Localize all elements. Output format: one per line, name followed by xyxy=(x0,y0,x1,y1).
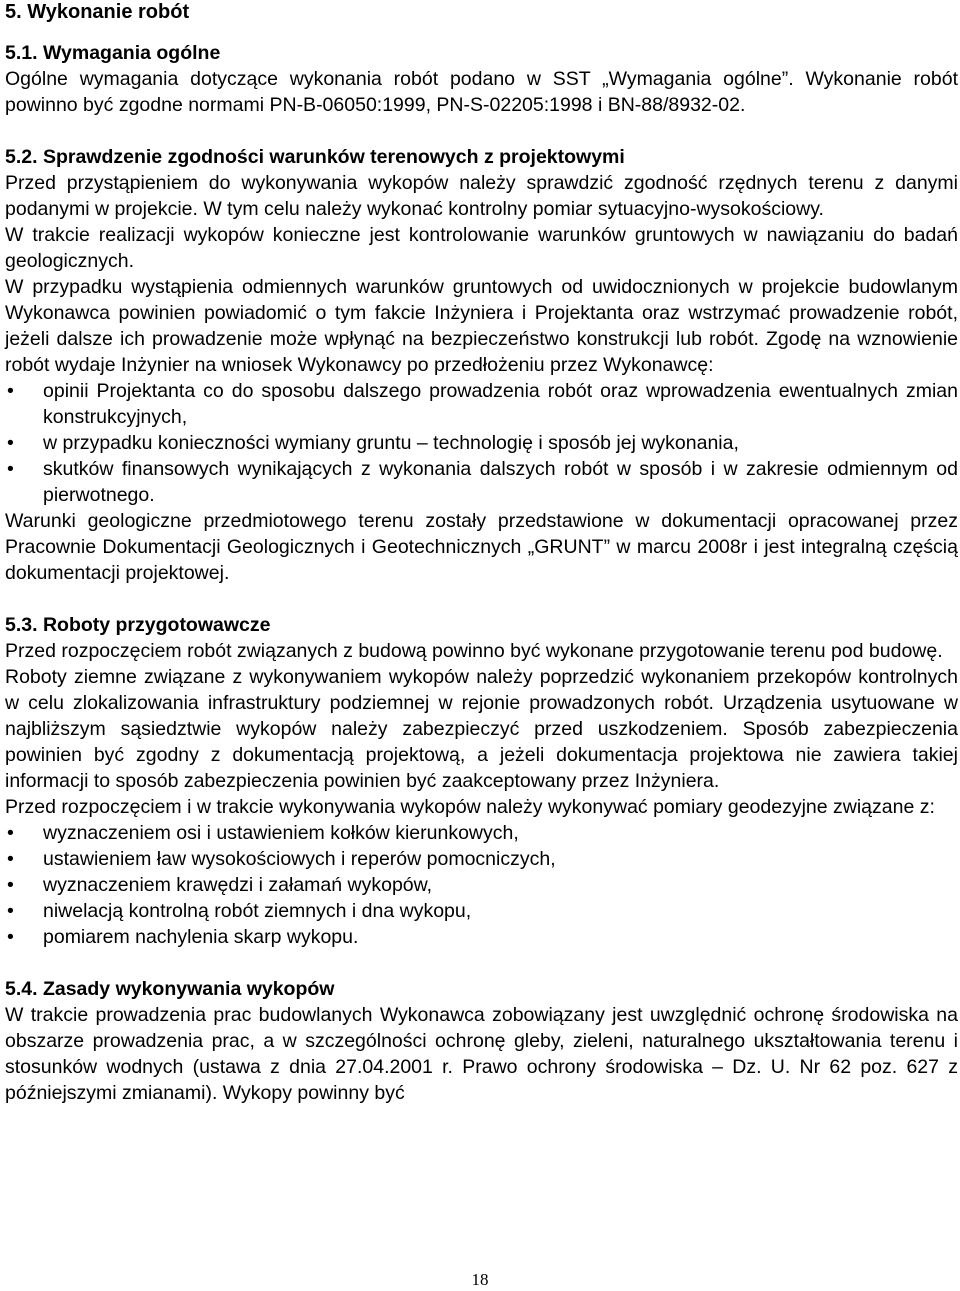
list-item: • pomiarem nachylenia skarp wykopu. xyxy=(7,926,359,948)
section-heading: 5.3. Roboty przygotowawcze xyxy=(5,614,271,636)
list-item: • opinii Projektanta co do sposobu dalszego prowadzenia robót oraz wprowadzenia ewentualnych zmian konstrukcyjnych, xyxy=(7,380,958,428)
bullet-icon: • xyxy=(7,874,14,896)
paragraph: Przed rozpoczęciem robót związanych z budową powinno być wykonane przygotowanie terenu pod budowę. xyxy=(5,640,943,662)
bullet-icon: • xyxy=(7,926,14,948)
paragraph: Przed rozpoczęciem i w trakcie wykonywania wykopów należy wykonywać pomiary geodezyjne związane z: xyxy=(5,796,935,818)
paragraph: W trakcie realizacji wykopów konieczne jest kontrolowanie warunków gruntowych w nawiązaniu do badań geologicznych. xyxy=(5,224,958,272)
bullet-icon: • xyxy=(7,900,14,922)
section-heading: 5.2. Sprawdzenie zgodności warunków terenowych z projektowymi xyxy=(5,146,625,168)
page-number: 18 xyxy=(471,1270,489,1289)
paragraph: Ogólne wymagania dotyczące wykonania robót podano w SST „Wymagania ogólne”. Wykonanie robót powinno być zgodne normami PN-B-06050:1999, PN-S-02205:1998 i BN-88/8932-02. xyxy=(5,68,958,116)
paragraph: W przypadku wystąpienia odmiennych warunków gruntowych od uwidocznionych w projekcie budowlanym Wykonawca powinien powiadomić o tym fakcie Inżyniera i Projektanta oraz wstrzymać prowadzenie robót, jeżeli dalsze ich prowadzenie może wpłynąć na bezpieczeństwo konstrukcji lub robót. Zgodę na wznowienie robót wydaje Inżynier na wniosek Wykonawcy po przedłożeniu przez Wykonawcę: xyxy=(5,276,958,376)
chapter-heading: 5. Wykonanie robót xyxy=(5,1,190,23)
list-item: • w przypadku konieczności wymiany gruntu – technologię i sposób jej wykonania, xyxy=(7,432,739,454)
bullet-list xyxy=(5,378,958,508)
list-item: • ustawieniem ław wysokościowych i reperów pomocniczych, xyxy=(7,848,556,870)
list-item: • wyznaczeniem osi i ustawieniem kołków kierunkowych, xyxy=(7,822,519,844)
bullet-icon: • xyxy=(7,848,14,870)
paragraph: W trakcie prowadzenia prac budowlanych Wykonawca zobowiązany jest uwzględnić ochronę środowiska na obszarze prowadzenia prac, a w szczególności ochronę gleby, zieleni, naturalnego ukształtowania terenu i stosunków wodnych (ustawa z dnia 27.04.2001 r. Prawo ochrony środowiska – Dz. U. Nr 62 poz. 627 z późniejszymi zmianami). Wykopy powinny być xyxy=(5,1004,958,1104)
list-item: • skutków finansowych wynikających z wykonania dalszych robót w sposób i w zakresie odmiennym od pierwotnego. xyxy=(7,458,958,506)
section-5-1 xyxy=(5,40,958,118)
bullet-icon: • xyxy=(7,380,14,402)
paragraph: Roboty ziemne związane z wykonywaniem wykopów należy poprzedzić wykonaniem przekopów kontrolnych w celu zlokalizowania infrastruktury podziemnej w rejonie prowadzonych robót. Urządzenia usytuowane w najbliższym sąsiedztwie wykopów należy zabezpieczyć przed uszkodzeniem. Sposób zabezpieczenia powinien być zgodny z dokumentacją projektową, a jeżeli dokumentacja projektowa nie zawiera takiej informacji to sposób zabezpieczenia powinien być zaakceptowany przez Inżyniera. xyxy=(5,666,958,792)
section-heading: 5.1. Wymagania ogólne xyxy=(5,42,221,64)
bullet-icon: • xyxy=(7,432,14,454)
section-heading: 5.4. Zasady wykonywania wykopów xyxy=(5,978,335,1000)
paragraph: Przed przystąpieniem do wykonywania wykopów należy sprawdzić zgodność rzędnych terenu z danymi podanymi w projekcie. W tym celu należy wykonać kontrolny pomiar sytuacyjno-wysokościowy. xyxy=(5,172,958,220)
section-5-2 xyxy=(5,144,958,586)
paragraph: Warunki geologiczne przedmiotowego terenu zostały przedstawione w dokumentacji opracowanej przez Pracownie Dokumentacji Geologicznych i Geotechnicznych „GRUNT” w marcu 2008r i jest integralną częścią dokumentacji projektowej. xyxy=(5,510,958,584)
section-5-4 xyxy=(5,976,958,1106)
bullet-icon: • xyxy=(7,822,14,844)
bullet-list xyxy=(5,820,958,950)
list-item: • niwelacją kontrolną robót ziemnych i dna wykopu, xyxy=(7,900,472,922)
document-page xyxy=(5,0,958,1106)
list-item: • wyznaczeniem krawędzi i załamań wykopów, xyxy=(7,874,433,896)
section-5-3 xyxy=(5,612,958,950)
bullet-icon: • xyxy=(7,458,14,480)
